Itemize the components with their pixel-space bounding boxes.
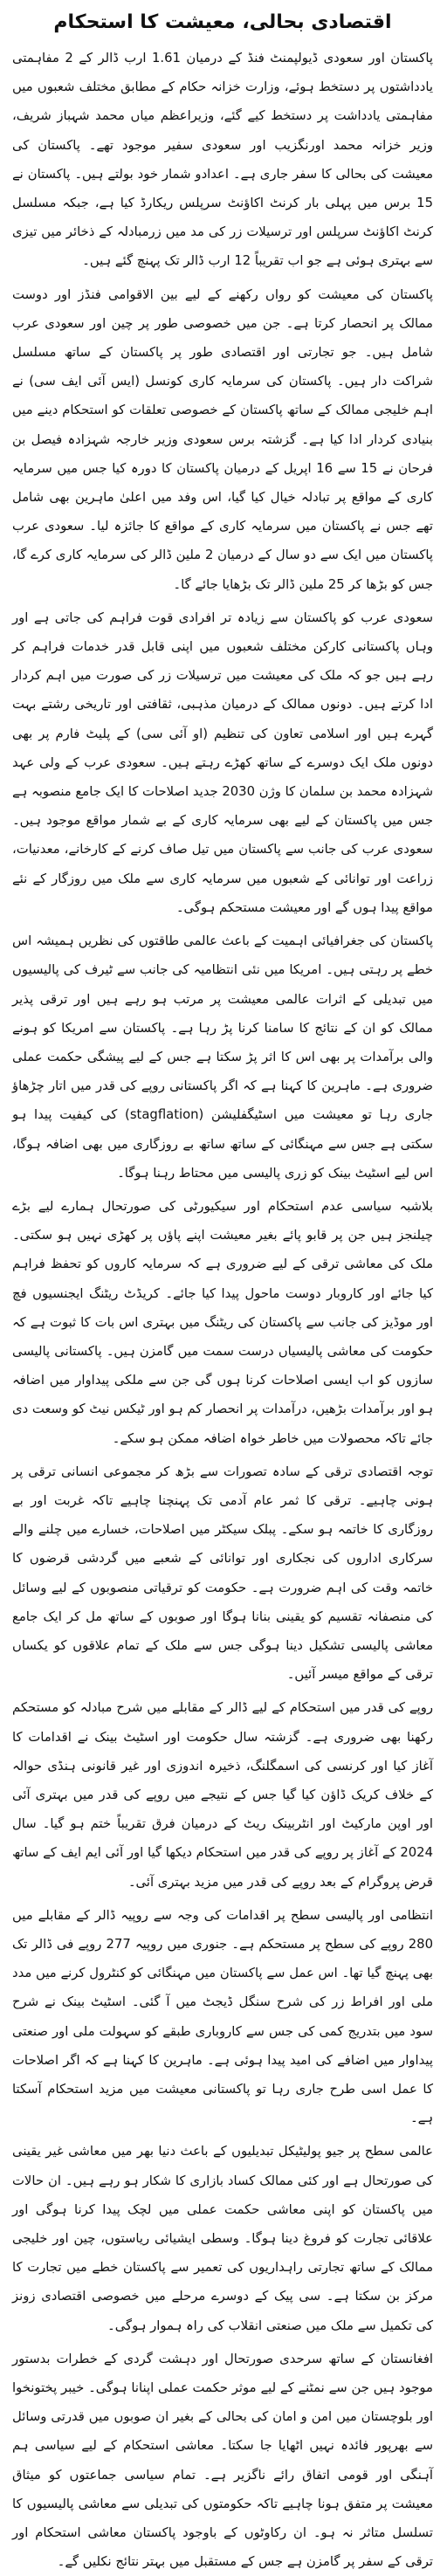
paragraph-7: روپے کی قدر میں استحکام کے لیے ڈالر کے مقابلے میں شرح مبادلہ کو مستحکم رکھنا بھی ضروری ہے۔ گزشتہ سال حکومت اور اسٹیٹ بینک نے اقدامات کا آغاز کیا اور کرنسی کی اسمگلنگ، ذخیرہ اندوزی اور غیر قانونی ہنڈی حوالہ کے خلاف کریک ڈاؤن کیا گیا جس کے نتیجے میں روپے کی قدر میں بہتری آئی اور اوپن مارکیٹ اور انٹربینک ریٹ کے درمیان فرق تقریباً ختم ہو گیا۔ سال 2024 کے آغاز پر روپے کی قدر میں استحکام دیکھا گیا اور آئی ایم ایف کے ساتھ قرض پروگرام کے بعد روپے کی قدر میں مزید بہتری آئی۔ [12, 1700, 433, 1890]
paragraph-1: پاکستان اور سعودی ڈیولپمنٹ فنڈ کے درمیان 1.61 ارب ڈالر کے 2 مفاہمتی یادداشتوں پر دستخط ہوئے، وزارت خزانہ حکام کے مطابق مختلف شعبوں میں مفاہمتی یادداشت پر دستخط کیے گئے، وزیراعظم میاں محمد شہباز شریف، وزیر خزانہ محمد اورنگزیب اور سعودی سفیر موجود تھے۔ پاکستان کی معیشت کی بحالی کا سفر جاری ہے۔ اعدادو شمار خود بولتے ہیں۔ پاکستان نے 15 برس میں پہلی بار کرنٹ اکاؤنٹ سرپلس ریکارڈ کیا ہے، جبکہ مسلسل کرنٹ اکاؤنٹ سرپلس اور ترسیلات زر کی مد میں زرمبادلہ کے ذخائر میں تیزی سے بہتری ہوئی ہے جو اب تقریباً 12 ارب ڈالر تک پہنچ گئے ہیں۔ [12, 51, 433, 269]
paragraph-10: افغانستان کے ساتھ سرحدی صورتحال اور دہشت گردی کے خطرات بدستور موجود ہیں جن سے نمٹنے کے لیے موثر حکمت عملی اپنانا ہوگی۔ خیبر پختونخوا اور بلوچستان میں امن و امان کی بحالی کے بغیر ان صوبوں میں قدرتی وسائل سے بھرپور فائدہ نہیں اٹھایا جا سکتا۔ معاشی استحکام کے لیے سیاسی ہم آہنگی اور قومی اتفاق رائے ناگزیر ہے۔ تمام سیاسی جماعتوں کو میثاق معیشت پر متفق ہونا چاہیے تاکہ حکومتوں کی تبدیلی سے معاشی پالیسیوں کا تسلسل متاثر نہ ہو۔ ان رکاوٹوں کے باوجود پاکستان معاشی استحکام اور ترقی کے سفر پر گامزن ہے جس کے مستقبل میں بہتر نتائج نکلیں گے۔ [12, 2351, 433, 2570]
paragraph-6: توجہ اقتصادی ترقی کے سادہ تصورات سے بڑھ کر مجموعی انسانی ترقی پر ہونی چاہیے۔ ترقی کا ثمر عام آدمی تک پہنچنا چاہیے تاکہ غربت اور بے روزگاری کا خاتمہ ہو سکے۔ پبلک سیکٹر میں اصلاحات، خسارے میں چلنے والے سرکاری اداروں کی نجکاری اور توانائی کے شعبے میں گردشی قرضوں کا خاتمہ وقت کی اہم ضرورت ہے۔ حکومت کو ترقیاتی منصوبوں کے لیے وسائل کی منصفانہ تقسیم کو یقینی بنانا ہوگا اور صوبوں کے ساتھ مل کر ایک جامع معاشی پالیسی تشکیل دینا ہوگی جس سے ملک کے تمام علاقوں کو یکساں ترقی کے مواقع میسر آئیں۔ [12, 1464, 433, 1683]
paragraph-8: انتظامی اور پالیسی سطح پر اقدامات کی وجہ سے روپیہ ڈالر کے مقابلے میں 280 روپے کی سطح پر مستحکم ہے۔ جنوری میں روپیہ 277 روپے فی ڈالر تک بھی پہنچ گیا تھا۔ اس عمل سے پاکستان میں مہنگائی کو کنٹرول کرنے میں مدد ملی اور افراط زر کی شرح سنگل ڈیجٹ میں آ گئی۔ اسٹیٹ بینک نے شرح سود میں بتدریج کمی کی جس سے کاروباری طبقے کو سہولت ملی اور صنعتی پیداوار میں اضافے کی امید پیدا ہوئی ہے۔ ماہرین کا کہنا ہے کہ اگر اصلاحات کا عمل اسی طرح جاری رہا تو پاکستانی معیشت میں مزید استحکام آسکتا ہے۔ [12, 1907, 433, 2126]
paragraph-5: بلاشبہ سیاسی عدم استحکام اور سیکیورٹی کی صورتحال ہمارے لیے بڑے چیلنجز ہیں جن پر قابو پائے بغیر معیشت اپنے پاؤں پر کھڑی نہیں ہو سکتی۔ ملک کی معاشی ترقی کے لیے ضروری ہے کہ سرمایہ کاروں کو تحفظ فراہم کیا جائے اور کاروبار دوست ماحول پیدا کیا جائے۔ کریڈٹ ریٹنگ ایجنسیوں فچ اور موڈیز کی جانب سے پاکستان کی ریٹنگ میں بہتری اس بات کا ثبوت ہے کہ حکومت کی معاشی پالیسیاں درست سمت میں گامزن ہیں۔ پاکستانی پالیسی سازوں کو اب ایسی اصلاحات کرنا ہوں گی جن سے ملکی پیداوار میں اضافہ ہو اور برآمدات بڑھیں، درآمدات پر انحصار کم ہو اور ٹیکس نیٹ کو وسعت دی جائے تاکہ محصولات میں خاطر خواہ اضافہ ممکن ہو سکے۔ [12, 1198, 433, 1446]
paragraph-3: سعودی عرب کو پاکستان سے زیادہ تر افرادی قوت فراہم کی جاتی ہے اور وہاں پاکستانی کارکن مختلف شعبوں میں اپنی قابل قدر خدمات فراہم کر رہے ہیں جو کہ ملک کی معیشت میں ترسیلات زر کی صورت میں اہم کردار ادا کرتے ہیں۔ دونوں ممالک کے درمیان مذہبی، ثقافتی اور تاریخی رشتے بہت گہرے ہیں اور اسلامی تعاون کی تنظیم (او آئی سی) کے پلیٹ فارم پر بھی دونوں ملک ایک دوسرے کے ساتھ کھڑے رہتے ہیں۔ سعودی عرب کے ولی عہد شہزادہ محمد بن سلمان کا وژن 2030 جدید اصلاحات کا ایک جامع منصوبہ ہے جس میں پاکستان کے لیے بھی سرمایہ کاری کے بے شمار مواقع موجود ہیں۔ سعودی عرب کی جانب سے پاکستان میں تیل صاف کرنے کے کارخانے، معدنیات، زراعت اور توانائی کے شعبوں میں سرمایہ کاری سے ملک میں روزگار کے نئے مواقع پیدا ہوں گے اور معیشت مستحکم ہوگی۔ [12, 610, 433, 915]
paragraph-2: پاکستان کی معیشت کو رواں رکھنے کے لیے بین الاقوامی فنڈز اور دوست ممالک پر انحصار کرتا ہے۔ جن میں خصوصی طور پر چین اور سعودی عرب شامل ہیں۔ جو تجارتی اور اقتصادی طور پر پاکستان کے ساتھ مسلسل شراکت دار ہیں۔ پاکستان کی سرمایہ کاری کونسل (ایس آئی ایف سی) نے اہم خلیجی ممالک کے ساتھ پاکستان کے خصوصی تعلقات کو استحکام دینے میں بنیادی کردار ادا کیا ہے۔ گزشتہ برس سعودی وزیر خارجہ شہزادہ فیصل بن فرحان نے 15 سے 16 اپریل کے درمیان پاکستان کا دورہ کیا جس میں سرمایہ کاری کے مواقع پر تبادلہ خیال کیا گیا، اس وفد میں اعلیٰ ماہرین بھی شامل تھے جس نے پاکستان میں سرمایہ کاری کے مواقع کا جائزہ لیا۔ سعودی عرب پاکستان میں ایک سے دو سال کے درمیان 2 ملین ڈالر کی سرمایہ کاری کرے گا، جس کو بڑھا کر 25 ملین ڈالر تک بڑھایا جائے گا۔ [12, 286, 433, 592]
paragraph-4: پاکستان کی جغرافیائی اہمیت کے باعث عالمی طاقتوں کی نظریں ہمیشہ اس خطے پر رہتی ہیں۔ امریکا میں نئی انتظامیہ کی جانب سے ٹیرف کی پالیسیوں میں تبدیلی کے اثرات عالمی معیشت پر مرتب ہو رہے ہیں اور ترقی پذیر ممالک کو ان کے نتائج کا سامنا کرنا پڑ رہا ہے۔ پاکستان سے امریکا کو ہونے والی برآمدات پر بھی اس کا اثر پڑ سکتا ہے جس کے لیے پیشگی حکمت عملی ضروری ہے۔ ماہرین کا کہنا ہے کہ اگر پاکستانی روپے کی قدر میں اتار چڑھاؤ جاری رہا تو معیشت میں اسٹیگفلیشن (stagflation) کی کیفیت پیدا ہو سکتی ہے جس سے مہنگائی کے ساتھ ساتھ بے روزگاری میں بھی اضافہ ہوگا، اس لیے اسٹیٹ بینک کو زری پالیسی میں محتاط رہنا ہوگا۔ [12, 933, 433, 1181]
paragraph-9: عالمی سطح پر جیو پولیٹیکل تبدیلیوں کے باعث دنیا بھر میں معاشی غیر یقینی کی صورتحال ہے اور کئی ممالک کساد بازاری کا شکار ہو رہے ہیں۔ ان حالات میں پاکستان کو اپنی معاشی حکمت عملی میں لچک پیدا کرنا ہوگی اور علاقائی تجارت کو فروغ دینا ہوگا۔ وسطی ایشیائی ریاستوں، چین اور خلیجی ممالک کے ساتھ تجارتی راہداریوں کی تعمیر سے پاکستان خطے میں تجارت کا مرکز بن سکتا ہے۔ سی پیک کے دوسرے مرحلے میں خصوصی اقتصادی زونز کی تکمیل سے ملک میں صنعتی انقلاب کی راہ ہموار ہوگی۔ [12, 2144, 433, 2333]
headline: اقتصادی بحالی، معیشت کا استحکام [53, 11, 392, 33]
